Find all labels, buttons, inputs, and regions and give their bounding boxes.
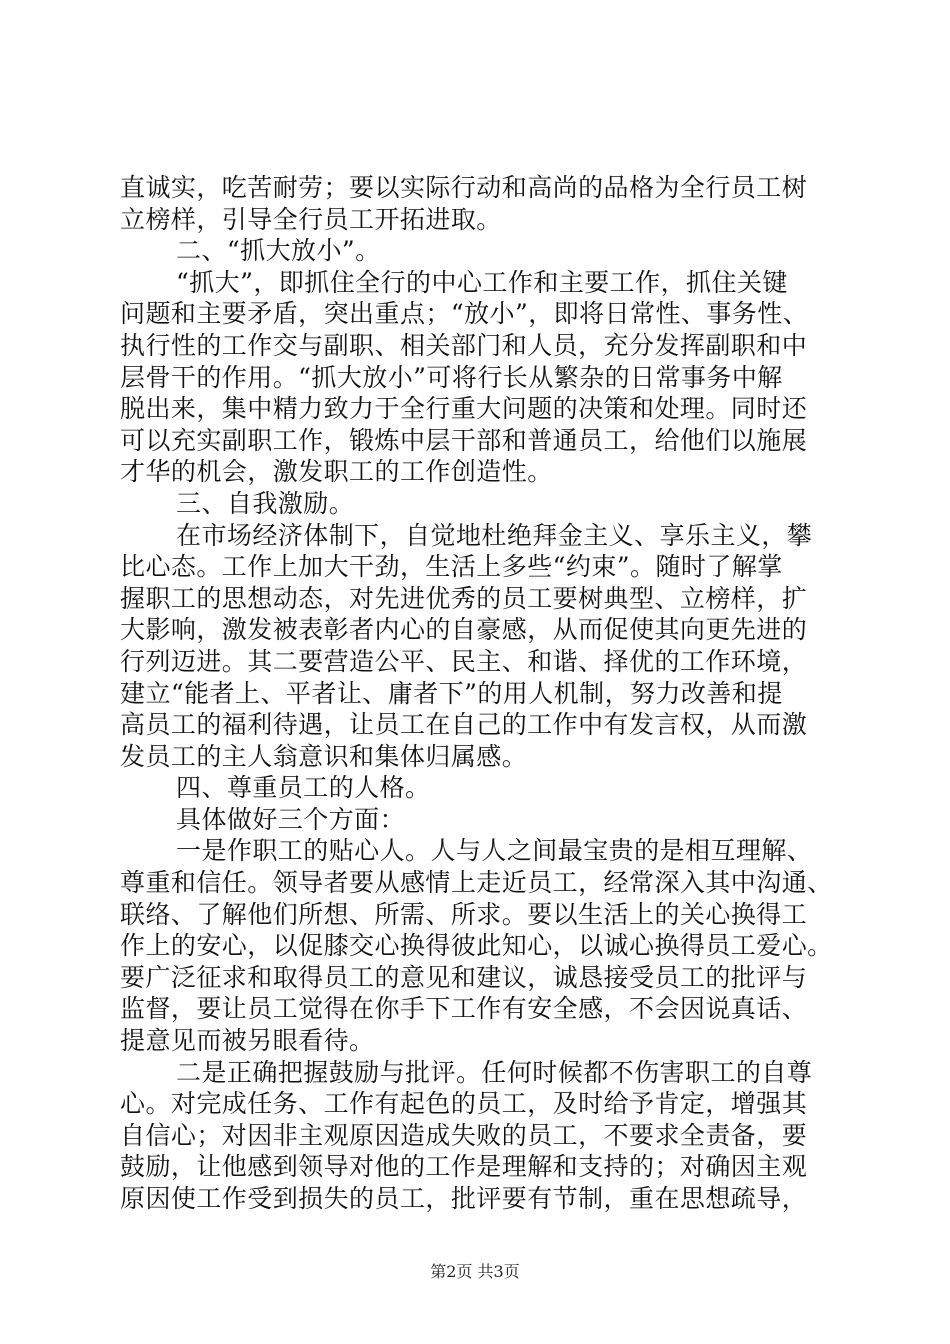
text-line: 直诚实，吃苦耐劳；要以实际行动和高尚的品格为全行员工树: [120, 173, 808, 202]
text-line: 可以充实副职工作，锻炼中层干部和普通员工，给他们以施展: [120, 425, 808, 455]
text-line: 发员工的主人翁意识和集体归属感。: [120, 741, 528, 771]
text-line: 层骨干的作用。“抓大放小”可将行长从繁杂的日常事务中解: [120, 362, 783, 392]
text-line: 问题和主要矛盾，突出重点；“放小”，即将日常性、事务性、: [120, 299, 809, 329]
text-line: 具体做好三个方面：: [176, 804, 406, 834]
text-line: 四、尊重员工的人格。: [176, 773, 431, 803]
text-line: 行列迈进。其二要营造公平、民主、和谐、择优的工作环境，: [120, 646, 808, 676]
text-line: 自信心；对因非主观原因造成失败的员工，不要求全责备，要: [120, 1120, 808, 1150]
text-line: 三、自我激励。: [176, 488, 355, 518]
document-body: [120, 172, 835, 1215]
text-line: 立榜样，引导全行员工开拓进取。: [120, 204, 502, 234]
text-line: 尊重和信任。领导者要从感情上走近员工，经常深入其中沟通、: [120, 868, 833, 898]
text-line: 作上的安心，以促膝交心换得彼此知心，以诚心换得员工爱心。: [120, 931, 833, 961]
text-line: 一是作职工的贴心人。人与人之间最宝贵的是相互理解、: [176, 836, 813, 866]
text-line: 脱出来，集中精力致力于全行重大问题的决策和处理。同时还: [120, 394, 808, 424]
text-line: 监督，要让员工觉得在你手下工作有安全感，不会因说真话、: [120, 994, 808, 1024]
text-line: 原因使工作受到损失的员工，批评要有节制，重在思想疏导，: [120, 1184, 808, 1213]
text-line: 心。对完成任务、工作有起色的员工，及时给予肯定，增强其: [120, 1089, 808, 1119]
text-line: 联络、了解他们所想、所需、所求。要以生活上的关心换得工: [120, 899, 808, 929]
text-line: 高员工的福利待遇，让员工在自己的工作中有发言权，从而激: [120, 710, 808, 740]
text-line: “抓大”，即抓住全行的中心工作和主要工作，抓住关键: [176, 267, 788, 297]
text-line: 执行性的工作交与副职、相关部门和人员，充分发挥副职和中: [120, 330, 808, 360]
text-line: 二是正确把握鼓励与批评。任何时候都不伤害职工的自尊: [176, 1057, 813, 1087]
text-line: 握职工的思想动态，对先进优秀的员工要树典型、立榜样，扩: [120, 583, 808, 613]
text-line: 建立“能者上、平者让、庸者下”的用人机制，努力改善和提: [120, 678, 783, 708]
text-line: 大影响，激发被表彰者内心的自豪感，从而促使其向更先进的: [120, 615, 808, 645]
text-line: 在市场经济体制下，自觉地杜绝拜金主义、享乐主义，攀: [176, 520, 813, 550]
page-number-footer: 第2页 共3页: [430, 1262, 520, 1281]
text-line: 提意见而被另眼看待。: [120, 1026, 375, 1056]
text-line: 要广泛征求和取得员工的意见和建议，诚恳接受员工的批评与: [120, 962, 808, 992]
text-line: 比心态。工作上加大干劲，生活上多些“约束”。随时了解掌: [120, 552, 783, 582]
text-line: 鼓励，让他感到领导对他的工作是理解和支持的；对确因主观: [120, 1152, 808, 1182]
text-line: 才华的机会，激发职工的工作创造性。: [120, 457, 553, 487]
text-line: 二、“抓大放小”。: [176, 236, 381, 266]
